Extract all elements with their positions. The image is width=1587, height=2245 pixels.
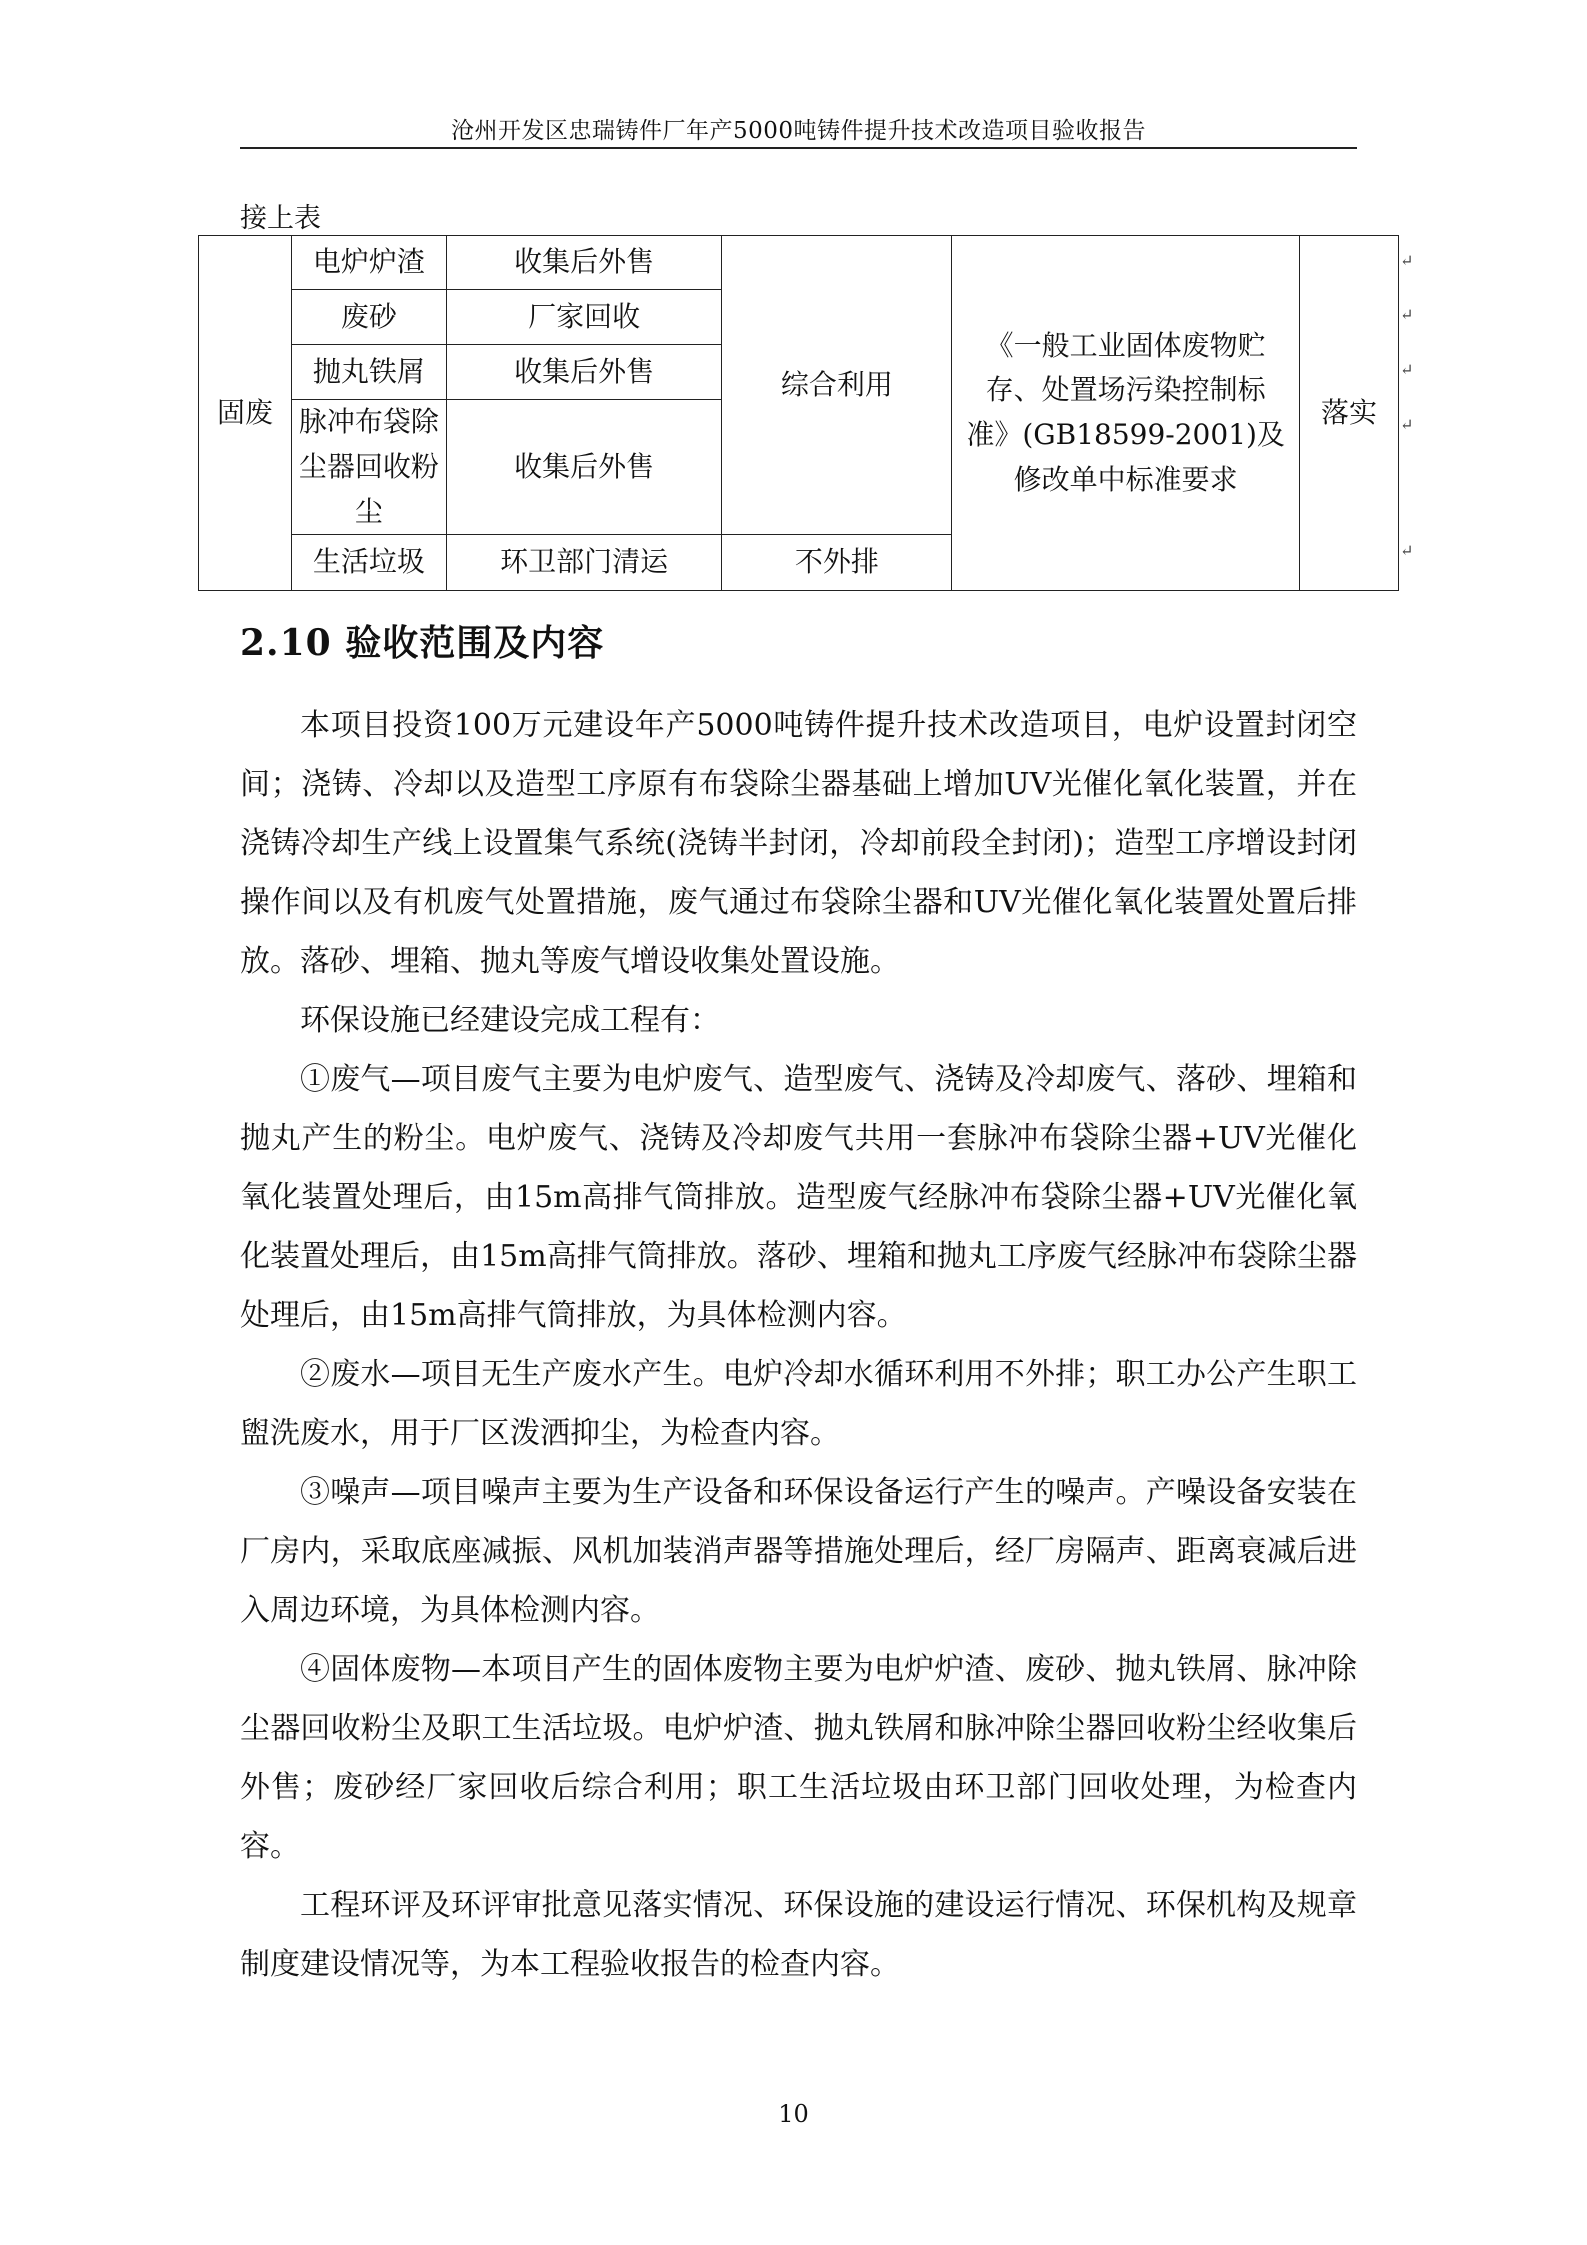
solid-waste-table [198, 235, 1399, 591]
disposal-method-cell: 收集后外售 [446, 236, 722, 290]
disposal-method-cell: 收集后外售 [446, 400, 722, 535]
disposal-method-cell: 厂家回收 [446, 290, 722, 345]
row-end-mark: ↵ [1400, 360, 1414, 379]
disposal-method-cell: 环卫部门清运 [446, 535, 722, 591]
waste-item-cell: 生活垃圾 [291, 535, 446, 591]
waste-item-cell: 废砂 [291, 290, 446, 345]
paragraph: ③噪声—项目噪声主要为生产设备和环保设备运行产生的噪声。产噪设备安装在厂房内，采取底座减振、风机加装消声器等措施处理后，经厂房隔声、距离衰减后进入周边环境，为具体检测内容。 [240, 1475, 1357, 1628]
standard-cell: 《一般工业固体废物贮存、处置场污染控制标准》(GB18599-2001)及修改单中标准要求 [952, 236, 1300, 591]
body-text [240, 696, 1357, 1994]
paragraph: 环保设施已经建设完成工程有： [300, 1003, 720, 1038]
waste-item-cell: 电炉炉渣 [291, 236, 446, 290]
paragraph: 工程环评及环评审批意见落实情况、环保设施的建设运行情况、环保机构及规章制度建设情况等，为本工程验收报告的检查内容。 [240, 1888, 1357, 1982]
row-end-marks [1400, 235, 1414, 581]
paragraph: ②废水—项目无生产废水产生。电炉冷却水循环利用不外排；职工办公产生职工盥洗废水，用于厂区泼洒抑尘，为检查内容。 [240, 1357, 1357, 1451]
row-end-mark: ↵ [1400, 305, 1414, 324]
row-end-mark: ↵ [1400, 415, 1414, 434]
result-cell: 综合利用 [722, 236, 952, 535]
page-number: 10 [778, 2100, 809, 2128]
table-continuation-label: 接上表 [240, 203, 321, 234]
header-rule [240, 147, 1357, 149]
waste-item-cell: 脉冲布袋除尘器回收粉尘 [291, 400, 446, 535]
paragraph: 本项目投资100万元建设年产5000吨铸件提升技术改造项目，电炉设置封闭空间；浇铸、冷却以及造型工序原有布袋除尘器基础上增加UV光催化氧化装置，并在浇铸冷却生产线上设置集气系统(浇铸半封闭，冷却前段全封闭)；造型工序增设封闭操作间以及有机废气处置措施，废气通过布袋除尘器和UV光催化氧化装置处置后排放。落砂、埋箱、抛丸等废气增设收集处置设施。 [240, 708, 1357, 979]
row-end-mark: ↵ [1400, 541, 1414, 560]
table-row [199, 236, 1399, 290]
page-header: 沧州开发区忠瑞铸件厂年产5000吨铸件提升技术改造项目验收报告 [450, 118, 1147, 144]
category-cell: 固废 [199, 236, 292, 591]
section-heading: 2.10 验收范围及内容 [240, 622, 605, 664]
waste-item-cell: 抛丸铁屑 [291, 345, 446, 400]
paragraph: ④固体废物—本项目产生的固体废物主要为电炉炉渣、废砂、抛丸铁屑、脉冲除尘器回收粉尘及职工生活垃圾。电炉炉渣、抛丸铁屑和脉冲除尘器回收粉尘经收集后外售；废砂经厂家回收后综合利用；职工生活垃圾由环卫部门回收处理，为检查内容。 [240, 1652, 1357, 1864]
paragraph: ①废气—项目废气主要为电炉废气、造型废气、浇铸及冷却废气、落砂、埋箱和抛丸产生的粉尘。电炉废气、浇铸及冷却废气共用一套脉冲布袋除尘器+UV光催化氧化装置处理后，由15m高排气筒排放。造型废气经脉冲布袋除尘器+UV光催化氧化装置处理后，由15m高排气筒排放。落砂、埋箱和抛丸工序废气经脉冲布袋除尘器处理后，由15m高排气筒排放，为具体检测内容。 [240, 1062, 1357, 1333]
row-end-mark: ↵ [1400, 251, 1414, 270]
result-cell: 不外排 [722, 535, 952, 591]
status-cell: 落实 [1300, 236, 1399, 591]
disposal-method-cell: 收集后外售 [446, 345, 722, 400]
